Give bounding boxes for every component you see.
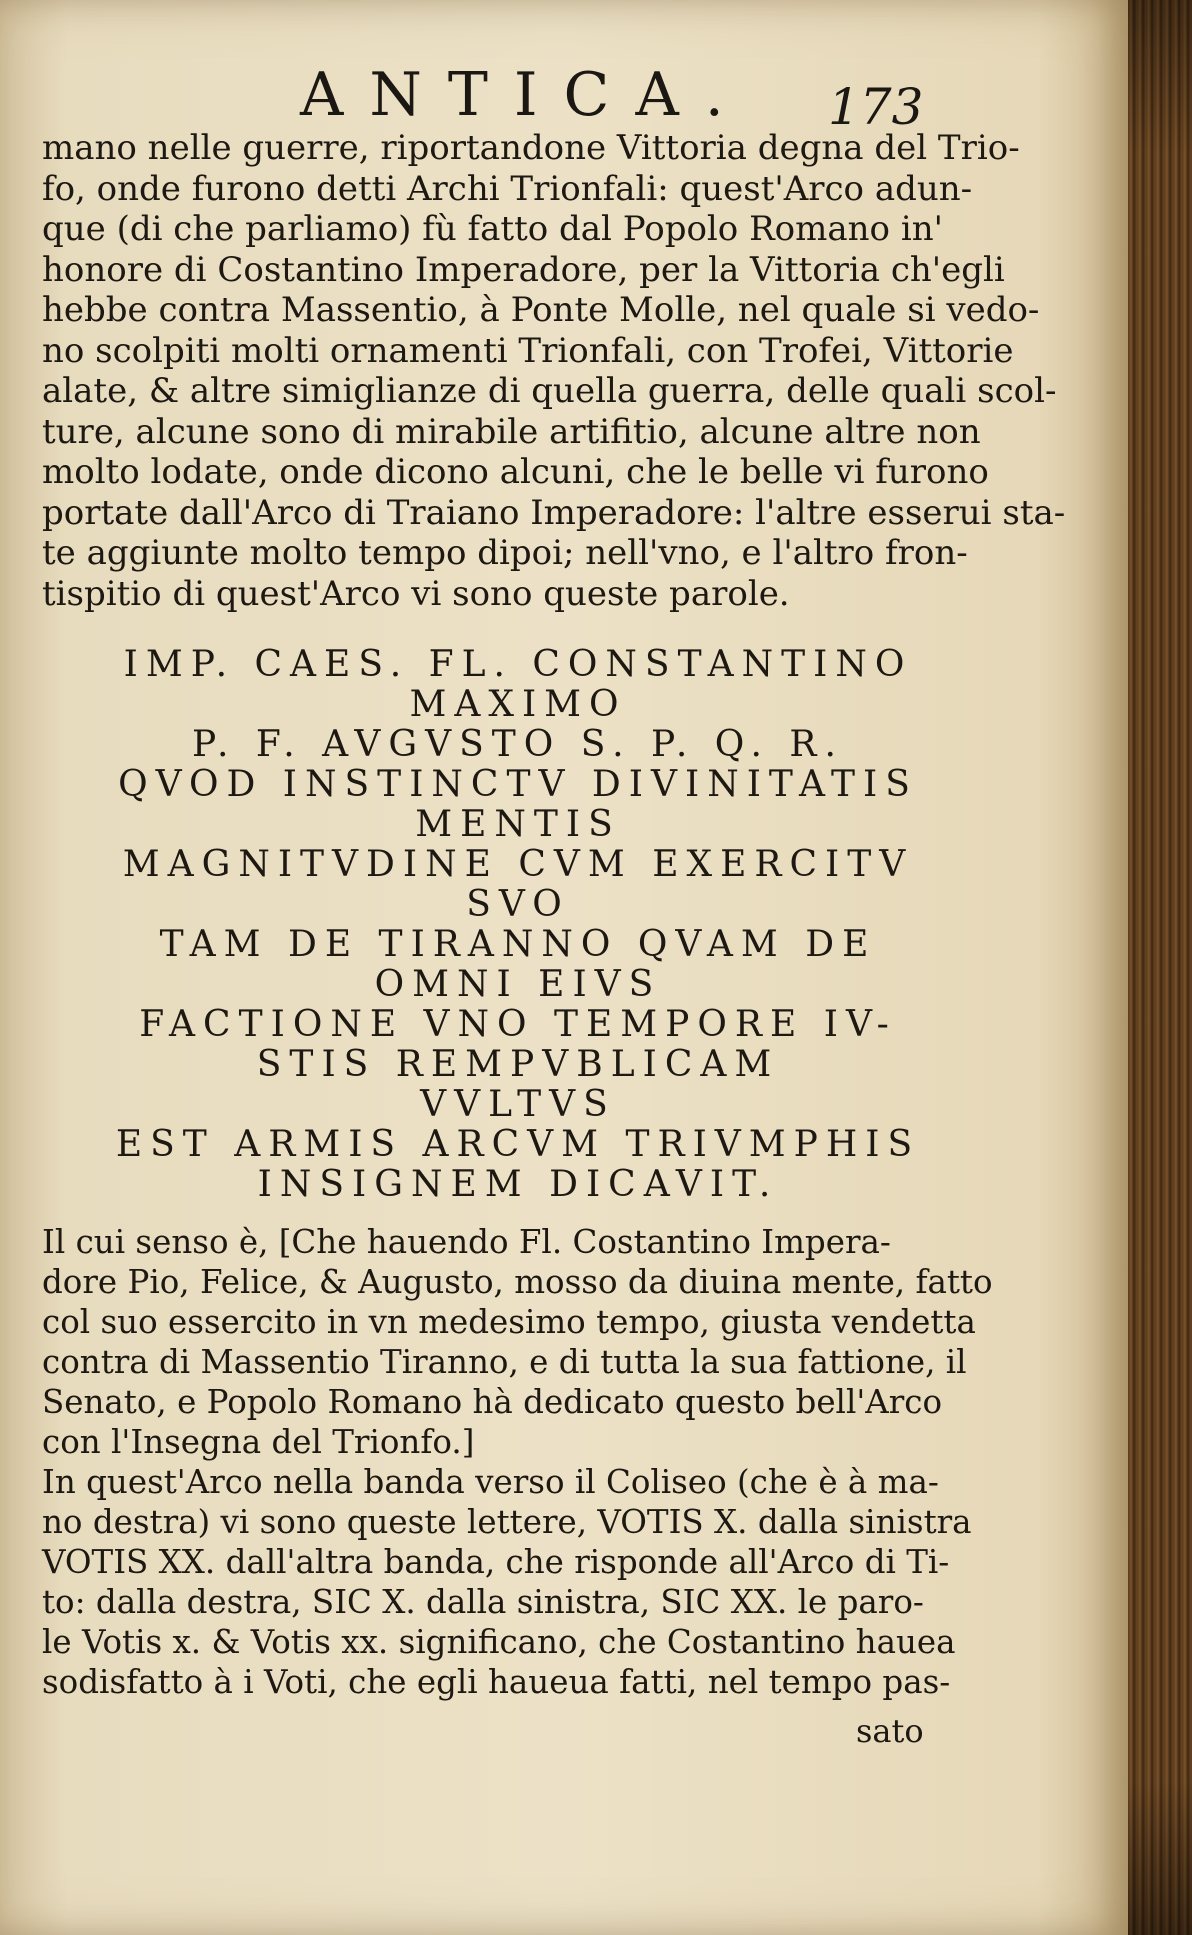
inscription-line: IMP. CAES. FL. CONSTANTINO xyxy=(123,644,913,685)
body-paragraph xyxy=(42,128,1066,614)
votis-paragraph xyxy=(42,1462,994,1702)
inscription-line: STIS REMPVBLICAM xyxy=(256,1044,780,1085)
text-line: honore di Costantino Imperadore, per la Vittoria ch'egli xyxy=(42,249,1005,290)
inscription-line: MENTIS xyxy=(415,804,621,845)
text-line: con l'Insegna del Trionfo.] xyxy=(42,1423,475,1461)
inscription-line: TAM DE TIRANNO QVAM DE xyxy=(159,924,877,965)
text-line: le Votis x. & Votis xx. significano, che Costantino hauea xyxy=(42,1623,956,1661)
text-line: tispitio di quest'Arco vi sono queste parole. xyxy=(42,573,790,614)
text-line: VOTIS XX. dall'altra banda, che risponde all'Arco di Ti- xyxy=(42,1543,950,1581)
text-line: In quest'Arco nella banda verso il Coliseo (che è à ma- xyxy=(42,1463,939,1501)
text-line: col suo essercito in vn medesimo tempo, giusta vendetta xyxy=(42,1303,976,1341)
inscription-line: MAGNITVDINE CVM EXERCITV xyxy=(122,844,914,885)
text-line: te aggiunte molto tempo dipoi; nell'vno, e l'altro fron- xyxy=(42,533,968,573)
inscription-line: QVOD INSTINCTV DIVINITATIS xyxy=(118,764,918,805)
latin-inscription xyxy=(42,645,994,1205)
catchword: sato xyxy=(856,1712,924,1750)
text-line: Senato, e Popolo Romano hà dedicato questo bell'Arco xyxy=(42,1383,943,1421)
page-number: 173 xyxy=(828,78,924,136)
text-line: hebbe contra Massentio, à Ponte Molle, nel quale si vedo- xyxy=(42,290,1040,330)
text-line: mano nelle guerre, riportandone Vittoria degna del Trio- xyxy=(42,128,1020,168)
text-line: portate dall'Arco di Traiano Imperadore: l'altre esserui sta- xyxy=(42,492,1066,533)
running-head: ANTICA. xyxy=(300,60,750,130)
inscription-line: VVLTVS xyxy=(420,1084,616,1125)
text-line: dore Pio, Felice, & Augusto, mosso da diuina mente, fatto xyxy=(42,1263,993,1301)
text-line: no destra) vi sono queste lettere, VOTIS X. dalla sinistra xyxy=(42,1503,972,1541)
text-line: no scolpiti molti ornamenti Trionfali, con Trofei, Vittorie xyxy=(42,330,1014,371)
inscription-line: P. F. AVGVSTO S. P. Q. R. xyxy=(192,724,844,765)
text-line: que (di che parliamo) fù fatto dal Popolo Romano in' xyxy=(42,209,943,249)
inscription-line: EST ARMIS ARCVM TRIVMPHIS xyxy=(115,1124,921,1165)
translation-paragraph xyxy=(42,1222,994,1462)
text-line: Il cui senso è, [Che hauendo Fl. Costantino Impera- xyxy=(42,1223,891,1261)
text-line: contra di Massentio Tiranno, e di tutta la sua fattione, il xyxy=(42,1343,967,1381)
inscription-line: FACTIONE VNO TEMPORE IV- xyxy=(139,1004,897,1045)
inscription-line: SVO xyxy=(466,884,570,925)
text-line: alate, & altre simiglianze di quella guerra, delle quali scol- xyxy=(42,371,1057,411)
inscription-line: OMNI EIVS xyxy=(374,964,662,1005)
text-line: ture, alcune sono di mirabile artifitio, alcune altre non xyxy=(42,411,981,452)
text-line: to: dalla destra, SIC X. dalla sinistra, SIC XX. le paro- xyxy=(42,1583,924,1621)
text-line: fo, onde furono detti Archi Trionfali: quest'Arco adun- xyxy=(42,168,973,209)
text-line: molto lodate, onde dicono alcuni, che le belle vi furono xyxy=(42,452,989,492)
book-spine-edge xyxy=(1128,0,1192,1935)
inscription-line: INSIGNEM DICAVIT. xyxy=(257,1164,779,1205)
inscription-line: MAXIMO xyxy=(409,684,627,725)
text-line: sodisfatto à i Voti, che egli haueua fatti, nel tempo pas- xyxy=(42,1663,951,1701)
